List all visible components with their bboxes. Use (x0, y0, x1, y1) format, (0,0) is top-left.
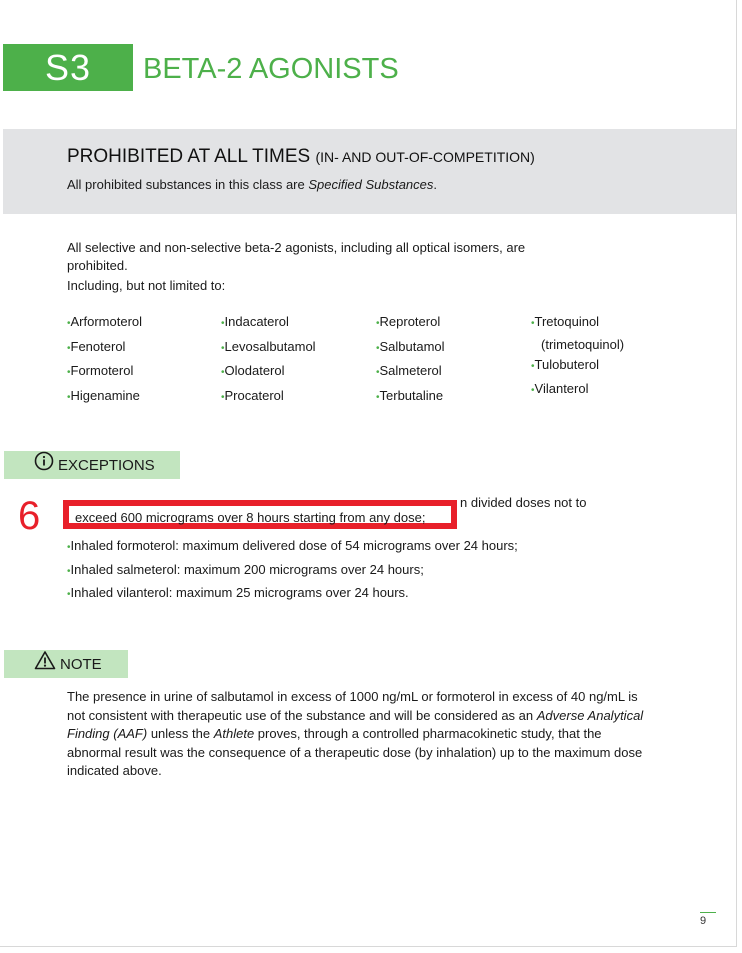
band-note-prefix: All prohibited substances in this class are (67, 177, 309, 192)
info-circle-icon (34, 451, 54, 481)
warning-triangle-icon (34, 650, 56, 680)
substance-item: • Fenoterol (67, 336, 142, 361)
substance-column-3 (376, 311, 445, 409)
note-label-text: NOTE (60, 655, 102, 673)
annotation-number: 6 (18, 494, 41, 538)
substance-item: • Reproterol (376, 311, 445, 336)
band-note-emph: Specified Substances (308, 177, 434, 192)
substance-name: Tretoquinol (534, 314, 600, 329)
prohibited-band (3, 129, 736, 214)
substance-alias: (trimetoquinol) (541, 336, 625, 352)
exceptions-label (4, 451, 180, 479)
substance-item: • Tulobuterol (531, 354, 624, 379)
page-number: 9 (700, 915, 707, 927)
note-text-emph: Adverse Analytical Finding (AAF) (67, 707, 644, 741)
band-heading-sub: (IN- AND OUT-OF-COMPETITION) (315, 149, 535, 165)
substance-item: • Vilanterol (531, 378, 624, 403)
section-code: S3 (3, 44, 133, 91)
exception-line-4: • Inhaled salmeterol: maximum 200 micrograms over 24 hours; (67, 559, 586, 583)
substance-item: • Formoterol (67, 360, 142, 385)
note-text-part: The presence in urine of salbutamol in excess of 1000 ng/mL or formoterol in excess of 40 ng/mL is not consistent with therapeutic use of the substance and will be considered as an (67, 689, 638, 723)
substance-item: • Arformoterol (67, 311, 142, 336)
substance-item: • Procaterol (221, 385, 316, 410)
including-text: Including, but not limited to: (67, 278, 226, 293)
substance-item: • Terbutaline (376, 385, 445, 410)
substance-item: • Indacaterol (221, 311, 316, 336)
band-note-suffix: . (433, 177, 438, 192)
section-title: BETA-2 AGONISTS (143, 53, 399, 85)
substance-column-4 (531, 311, 624, 403)
note-text-part: unless the (147, 726, 214, 741)
note-text (67, 688, 647, 781)
band-note (67, 177, 437, 192)
note-text-emph: Athlete (213, 726, 255, 741)
exception-line-1: n divided doses not to (460, 495, 587, 510)
substance-item: • Higenamine (67, 385, 142, 410)
exception-line-5: • Inhaled vilanterol: maximum 25 micrograms over 24 hours. (67, 582, 586, 606)
note-text-part: proves, through a controlled pharmacokinetic study, that the abnormal result was the consequence of a therapeutic dose (by inhalation) up to the maximum dose indicated above. (67, 726, 643, 778)
note-label (4, 650, 128, 678)
page-number-rule (700, 912, 716, 913)
substance-column-1 (67, 311, 142, 409)
band-heading (67, 146, 535, 168)
exception-line-3: • Inhaled formoterol: maximum delivered dose of 54 micrograms over 24 hours; (67, 535, 586, 559)
substance-item: • Salmeterol (376, 360, 445, 385)
substance-column-2 (221, 311, 316, 409)
substance-item: • Salbutamol (376, 336, 445, 361)
intro-text: All selective and non-selective beta-2 agonists, including all optical isomers, are prohibited. (67, 240, 526, 273)
substance-item: • Levosalbutamol (221, 336, 316, 361)
band-heading-main: PROHIBITED AT ALL TIMES (67, 146, 311, 167)
highlight-box (63, 500, 457, 529)
highlight-text: exceed 600 micrograms over 8 hours starting from any dose; (75, 510, 426, 525)
substance-item (531, 311, 624, 354)
exceptions-label-text: EXCEPTIONS (58, 456, 155, 474)
substance-item: • Olodaterol (221, 360, 316, 385)
